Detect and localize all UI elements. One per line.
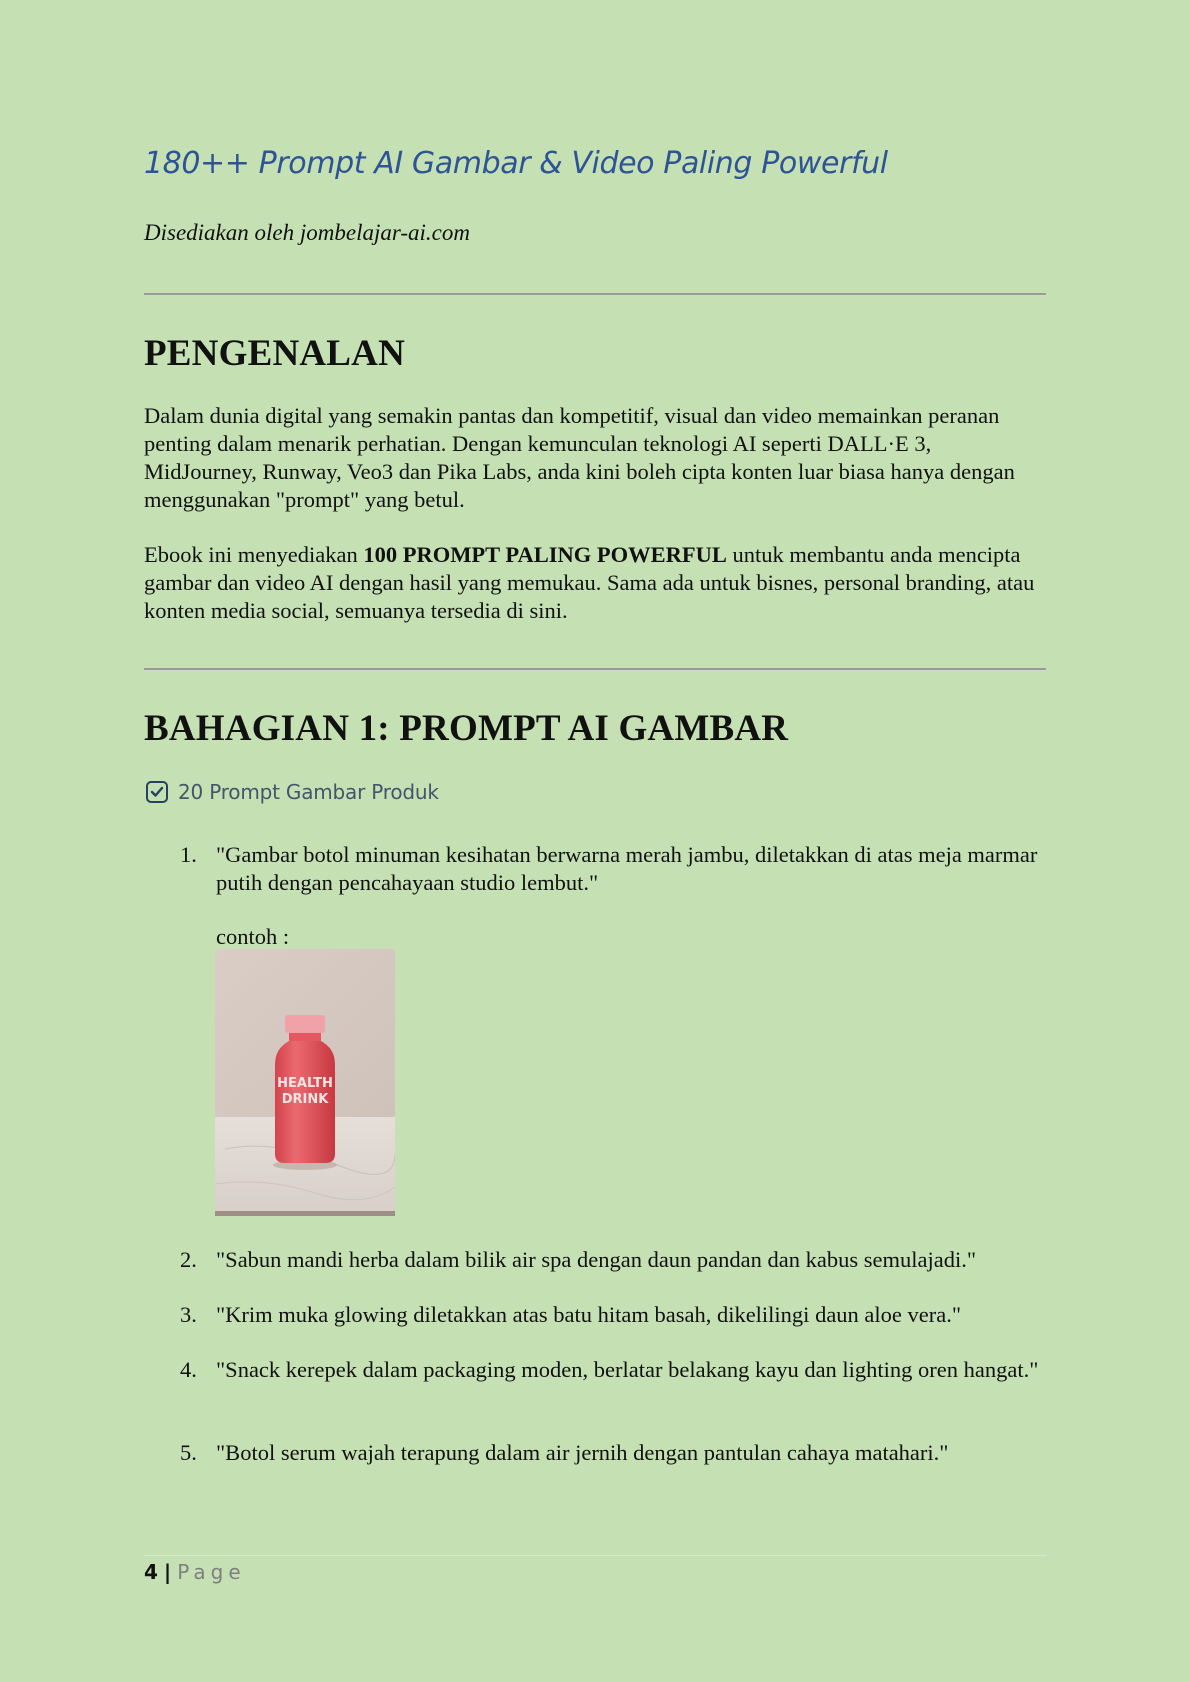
list-item-number: 4. (180, 1357, 197, 1382)
bottle-label-line-1: HEALTH (277, 1076, 333, 1091)
horizontal-rule (144, 293, 1046, 296)
list-item-text: "Snack kerepek dalam packaging moden, berlatar belakang kayu dan lighting oren hangat." (216, 1357, 1039, 1382)
intro-paragraph-2-start: Ebook ini menyediakan (144, 542, 364, 567)
list-item-number: 3. (180, 1302, 197, 1327)
intro-heading: PENGENALAN (144, 333, 406, 374)
intro-paragraph-2-end: untuk membantu anda mencipta gambar dan video AI dengan hasil yang memukau. Sama ada untuk bisnes, personal branding, atau konten media social, semuanya tersedia di sini. (144, 542, 1035, 623)
list-item-number: 1. (180, 842, 197, 867)
list-item-text: "Botol serum wajah terapung dalam air jernih dengan pantulan cahaya matahari." (216, 1440, 949, 1465)
document-subtitle: Disediakan oleh jombelajar-ai.com (144, 220, 470, 245)
subheading-label: 20 Prompt Gambar Produk (178, 780, 439, 804)
footer-separator: | (163, 1560, 172, 1584)
intro-paragraph-2-bold: 100 PROMPT PALING POWERFUL (363, 542, 727, 567)
horizontal-rule (144, 668, 1046, 671)
list-item-number: 5. (180, 1440, 197, 1465)
page-label: Page (177, 1560, 246, 1584)
list-item-text: "Sabun mandi herba dalam bilik air spa dengan daun pandan dan kabus semulajadi." (216, 1247, 977, 1272)
list-item-number: 2. (180, 1247, 197, 1272)
list-item (180, 841, 1046, 897)
list-item-text: "Krim muka glowing diletakkan atas batu hitam basah, dikelilingi daun aloe vera." (216, 1302, 962, 1327)
page-number: 4 (144, 1560, 158, 1584)
list-item-text: "Gambar botol minuman kesihatan berwarna merah jambu, diletakkan di atas meja marmar putih dengan pencahayaan studio lembut." (216, 842, 1038, 895)
section-1-subheading (146, 780, 439, 804)
footer-divider (144, 1555, 1046, 1556)
section-1-heading: BAHAGIAN 1: PROMPT AI GAMBAR (144, 708, 789, 749)
document-title: 180++ Prompt AI Gambar & Video Paling Powerful (144, 146, 888, 181)
bottle-label-line-2: DRINK (281, 1092, 329, 1107)
example-product-image (215, 949, 395, 1216)
example-label: contoh : (216, 924, 290, 949)
intro-paragraph-2 (144, 541, 1046, 625)
checkbox-checked-icon (146, 781, 168, 803)
page-footer (144, 1560, 246, 1584)
intro-paragraph-1: Dalam dunia digital yang semakin pantas dan kompetitif, visual dan video memainkan peranan penting dalam menarik perhatian. Dengan kemunculan teknologi AI seperti DALL·E 3, MidJourney, Runway, Veo3 dan Pika Labs, anda kini boleh cipta konten luar biasa hanya dengan menggunakan "prompt" yang betul. (144, 403, 1015, 512)
